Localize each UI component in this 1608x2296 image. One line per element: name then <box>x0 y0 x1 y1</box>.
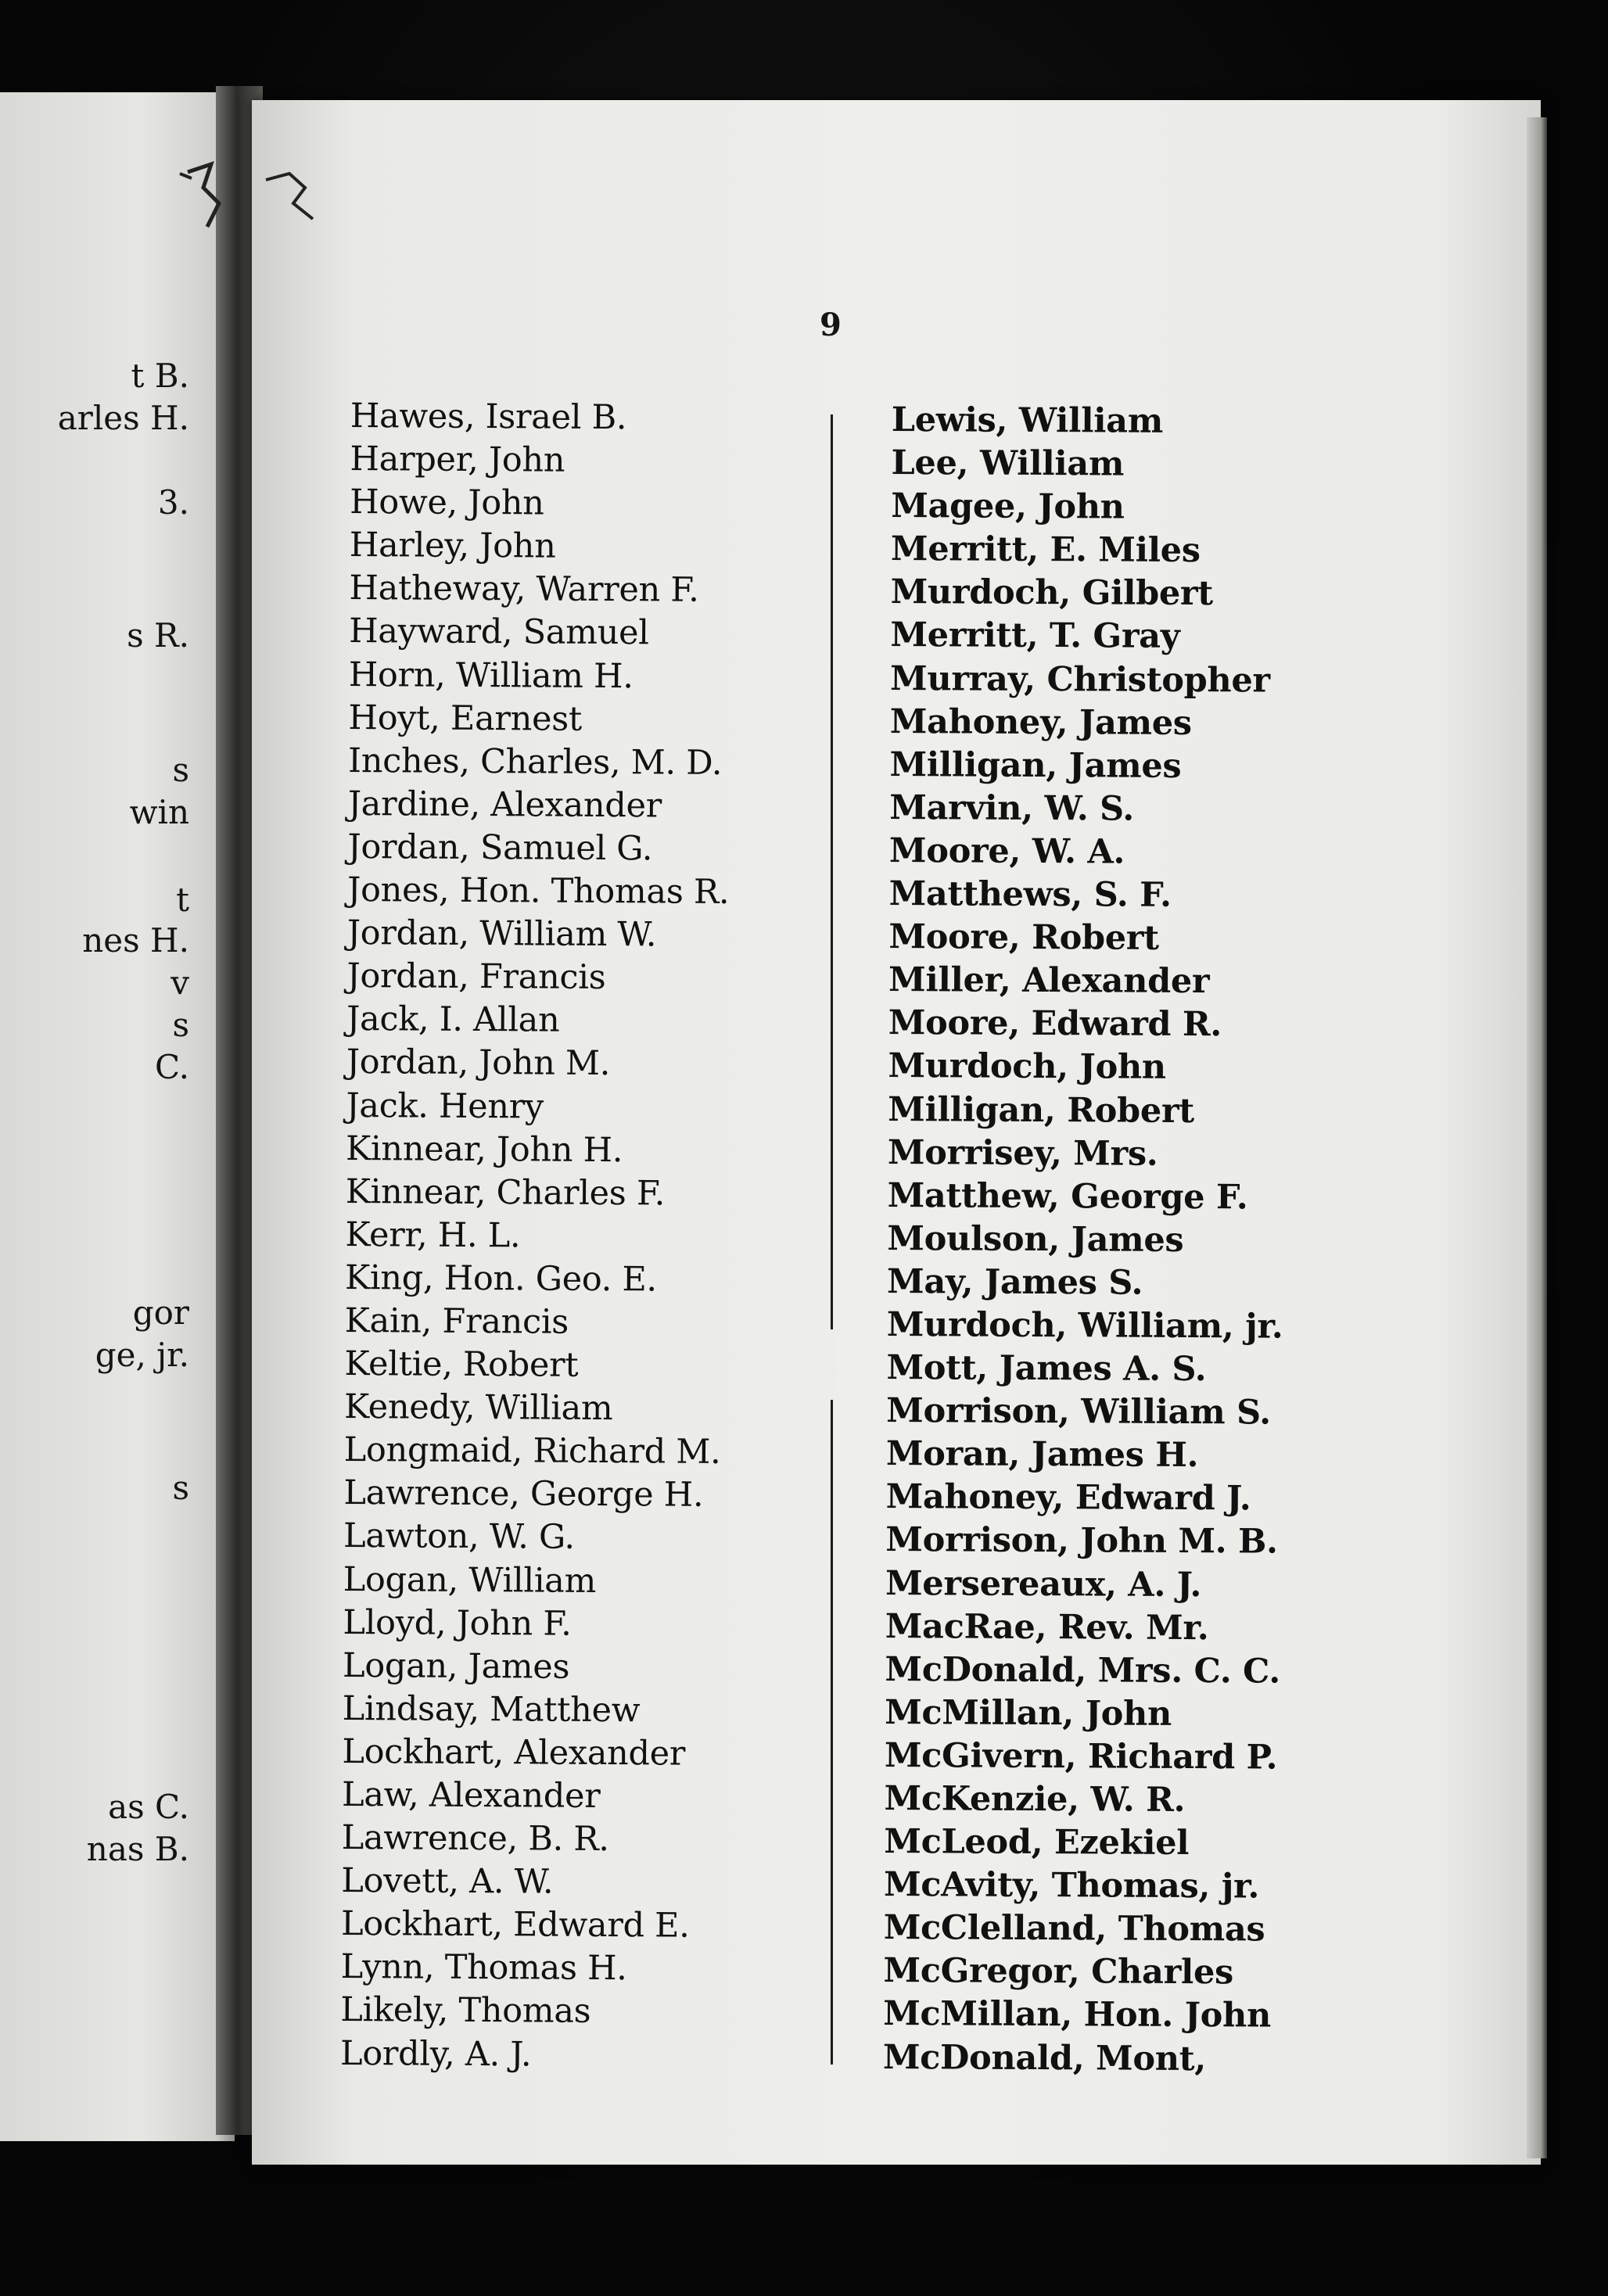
list-item: Hoyt, Earnest <box>348 698 583 739</box>
list-item: Kinnear, John H. <box>345 1128 623 1170</box>
list-item: Howe, John <box>350 483 544 523</box>
left-page-fragment: t <box>176 881 189 919</box>
list-item: Milligan, James <box>889 744 1182 786</box>
list-item: Longmaid, Richard M. <box>343 1430 721 1473</box>
left-page-fragment: v <box>170 963 189 1002</box>
list-item: Harper, John <box>350 439 565 480</box>
list-item: Morrison, John M. B. <box>885 1520 1278 1562</box>
left-page-fragment: s R. <box>127 616 189 655</box>
left-page-fragment: as C. <box>108 1788 189 1826</box>
list-item: Hayward, Samuel <box>348 612 649 653</box>
list-item: Jordan, Francis <box>346 956 606 998</box>
list-item: Kinnear, Charles F. <box>345 1171 666 1214</box>
list-item: Jordan, John M. <box>346 1042 611 1084</box>
list-item: Morrisey, Mrs. <box>887 1132 1158 1174</box>
list-item: Jordan, Samuel G. <box>347 827 653 869</box>
list-item: Logan, James <box>342 1645 570 1687</box>
list-item: King, Hon. Geo. E. <box>344 1257 658 1300</box>
column-divider <box>831 414 833 2065</box>
list-item: Morrison, William S. <box>886 1391 1272 1433</box>
list-item: Moran, James H. <box>885 1434 1199 1476</box>
list-item: Lloyd, John F. <box>343 1602 572 1644</box>
list-item: Lockhart, Alexander <box>342 1731 686 1774</box>
list-item: Likely, Thomas <box>340 1990 591 2032</box>
list-item: Jack, I. Allan <box>346 999 560 1040</box>
list-item: McAvity, Thomas, jr. <box>883 1865 1260 1907</box>
list-item: MacRae, Rev. Mr. <box>885 1606 1209 1648</box>
list-item: Lynn, Thomas H. <box>340 1947 627 1989</box>
list-item: Lawrence, George H. <box>343 1473 704 1516</box>
list-item: McMillan, Hon. John <box>883 1994 1272 2036</box>
torn-binding-mark <box>156 156 336 282</box>
list-item: Moore, Robert <box>888 917 1159 958</box>
name-list-left <box>340 395 732 2078</box>
list-item: Murdoch, Gilbert <box>890 572 1214 614</box>
list-item: Lordly, A. J. <box>339 2033 532 2075</box>
list-item: Murdoch, John <box>888 1046 1166 1088</box>
list-item: Law, Alexander <box>341 1774 601 1816</box>
list-item: Milligan, Robert <box>888 1089 1195 1131</box>
list-item: McKenzie, W. R. <box>884 1778 1186 1820</box>
list-item: Mersereaux, A. J. <box>885 1563 1202 1605</box>
list-item: Moore, Edward R. <box>888 1003 1222 1045</box>
list-item: Inches, Charles, M. D. <box>347 741 723 783</box>
list-item: Moulson, James <box>887 1218 1184 1260</box>
left-page-fragment: s <box>172 1006 189 1044</box>
list-item: Mahoney, James <box>889 701 1192 743</box>
page-number: 9 <box>820 307 842 343</box>
name-list-right <box>883 399 1288 2081</box>
list-item: McClelland, Thomas <box>883 1908 1265 1950</box>
list-item: Lockhart, Edward E. <box>340 1904 690 1946</box>
left-page-fragment: ge, jr. <box>95 1336 189 1374</box>
list-item: Lee, William <box>891 443 1125 484</box>
left-page-fragment: win <box>129 793 189 831</box>
left-page-fragment: s <box>172 751 189 789</box>
list-item: May, James S. <box>886 1261 1143 1303</box>
column-divider-gap <box>831 1329 834 1400</box>
list-item: McGregor, Charles <box>883 1951 1234 1993</box>
list-item: Magee, John <box>891 486 1125 527</box>
list-item: Matthews, S. F. <box>888 874 1172 915</box>
page-edge <box>1527 117 1547 2158</box>
list-item: Harley, John <box>349 526 556 566</box>
left-page-fragment: C. <box>155 1048 189 1086</box>
list-item: Lewis, William <box>891 400 1164 441</box>
list-item: Merritt, T. Gray <box>890 615 1180 657</box>
left-page-fragment: t B. <box>131 357 189 395</box>
list-item: Murray, Christopher <box>889 658 1270 701</box>
list-item: Horn, William H. <box>348 655 634 696</box>
list-item: Marvin, W. S. <box>889 787 1135 829</box>
list-item: McMillan, John <box>885 1692 1172 1734</box>
list-item: Keltie, Robert <box>344 1344 579 1385</box>
left-page-fragment: gor <box>132 1293 189 1332</box>
list-item: Miller, Alexander <box>888 960 1210 1002</box>
list-item: Moore, W. A. <box>888 831 1125 872</box>
left-page-fragment: 3. <box>157 483 189 522</box>
list-item: Merritt, E. Miles <box>890 529 1201 571</box>
list-item: Jordan, William W. <box>346 913 657 955</box>
list-item: Lawton, W. G. <box>343 1516 576 1558</box>
list-item: Logan, William <box>343 1559 597 1601</box>
left-facing-page <box>0 92 235 2141</box>
list-item: McDonald, Mrs. C. C. <box>885 1649 1281 1692</box>
left-page-fragment: s <box>172 1469 189 1507</box>
list-item: Hawes, Israel B. <box>350 396 627 438</box>
list-item: McGivern, Richard P. <box>884 1735 1278 1778</box>
left-page-fragment: nas B. <box>86 1830 189 1868</box>
list-item: McLeod, Ezekiel <box>884 1822 1190 1864</box>
list-item: Murdoch, William, jr. <box>886 1304 1283 1347</box>
list-item: Matthew, George F. <box>887 1175 1248 1218</box>
list-item: Kain, Francis <box>344 1300 569 1342</box>
list-item: Kenedy, William <box>343 1387 613 1429</box>
list-item: Hatheway, Warren F. <box>349 569 699 611</box>
list-item: Lovett, A. W. <box>341 1861 554 1902</box>
list-item: Lindsay, Matthew <box>342 1688 641 1731</box>
list-item: Jones, Hon. Thomas R. <box>346 870 730 913</box>
list-item: Lawrence, B. R. <box>341 1818 609 1860</box>
list-item: Jardine, Alexander <box>347 784 662 826</box>
list-item: Kerr, H. L. <box>345 1214 521 1256</box>
list-item: Mahoney, Edward J. <box>885 1477 1251 1519</box>
list-item: McDonald, Mont, <box>882 2037 1207 2079</box>
list-item: Jack. Henry <box>346 1085 544 1127</box>
left-page-fragment: arles H. <box>57 399 189 437</box>
left-page-fragment: nes H. <box>82 921 189 960</box>
list-item: Mott, James A. S. <box>886 1348 1207 1390</box>
